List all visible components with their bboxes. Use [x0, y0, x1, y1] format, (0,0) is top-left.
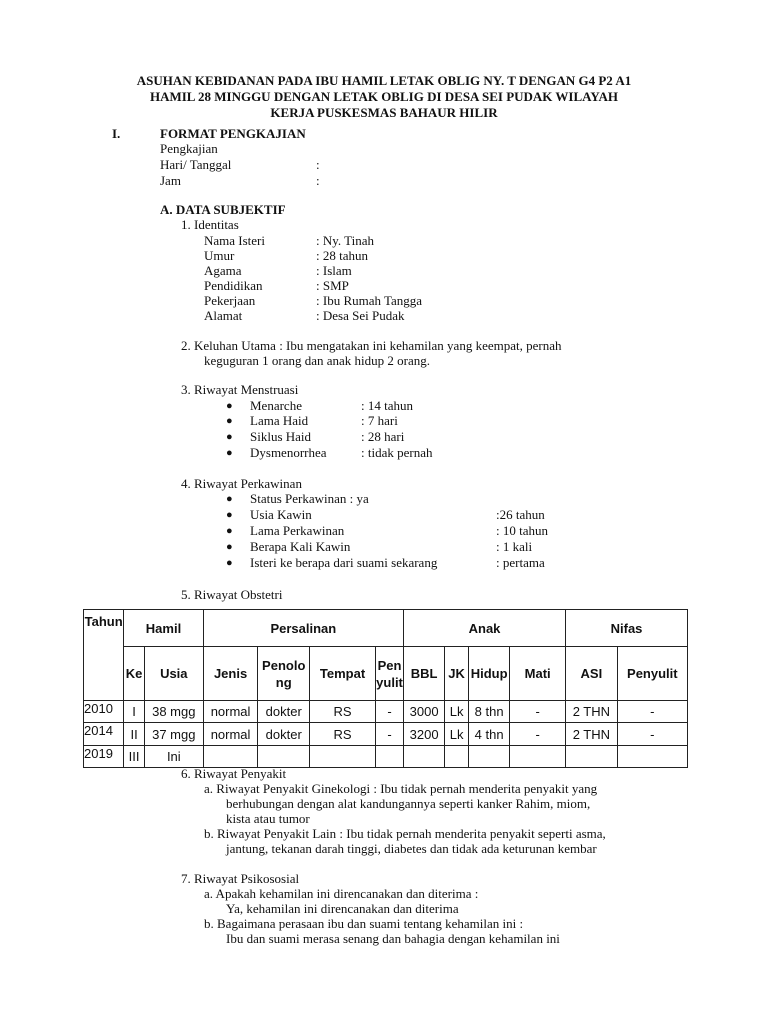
menstruasi-value: : tidak pernah	[361, 445, 433, 460]
subheader-jenis: Jenis	[203, 647, 258, 701]
subheader-usia: Usia	[144, 647, 203, 701]
identitas-heading: 1. Identitas	[181, 217, 239, 232]
perkawinan-value: : pertama	[496, 555, 545, 570]
subheader-jk: JK	[445, 647, 469, 701]
cell-penolong	[258, 746, 310, 768]
menstruasi-value: : 7 hari	[361, 413, 398, 428]
subheader-asi: ASI	[566, 647, 618, 701]
identitas-value: : SMP	[316, 278, 349, 293]
cell-usia: 38 mgg	[144, 701, 203, 723]
menstruasi-label: Dysmenorrhea	[250, 445, 327, 460]
psikososial-b-question: b. Bagaimana perasaan ibu dan suami tentang kehamilan ini :	[204, 916, 524, 931]
cell-hidup: 8 thn	[468, 701, 509, 723]
bullet-icon: ●	[226, 431, 233, 443]
cell-tempat: RS	[310, 723, 376, 746]
identitas-label: Nama Isteri	[204, 233, 266, 248]
table-row	[84, 746, 688, 768]
subheader-hidup: Hidup	[468, 647, 509, 701]
bullet-icon: ●	[226, 557, 233, 569]
keluhan-utama-line-1: 2. Keluhan Utama : Ibu mengatakan ini kehamilan yang keempat, pernah	[181, 338, 562, 353]
jam-value: :	[316, 173, 320, 188]
riwayat-obstetri-table	[83, 609, 688, 768]
perkawinan-value: : 10 tahun	[496, 523, 548, 538]
cell-penolong: dokter	[258, 723, 310, 746]
bullet-icon: ●	[226, 493, 233, 505]
cell-usia: 37 mgg	[144, 723, 203, 746]
subheader-penolong: Penolong	[258, 647, 310, 701]
hari-tanggal-value: :	[316, 157, 320, 172]
document-title-line-3: KERJA PUSKESMAS BAHAUR HILIR	[270, 105, 498, 120]
identitas-label: Pendidikan	[204, 278, 263, 293]
identitas-value: : Ibu Rumah Tangga	[316, 293, 423, 308]
penyakit-ginekologi-line-1: a. Riwayat Penyakit Ginekologi : Ibu tidak pernah menderita penyakit yang	[204, 781, 598, 796]
header-hamil: Hamil	[124, 610, 203, 647]
perkawinan-label: Status Perkawinan : ya	[250, 491, 369, 506]
jam-label: Jam	[160, 173, 181, 188]
penyakit-lain-line-1: b. Riwayat Penyakit Lain : Ibu tidak pernah menderita penyakit seperti asma,	[204, 826, 606, 841]
perkawinan-label: Lama Perkawinan	[250, 523, 345, 538]
cell-bbl: 3000	[403, 701, 444, 723]
subheader-mati: Mati	[510, 647, 566, 701]
hari-tanggal-label: Hari/ Tanggal	[160, 157, 232, 172]
cell-jenis: normal	[203, 723, 258, 746]
document-title-line-2: HAMIL 28 MINGGU DENGAN LETAK OBLIG DI DESA SEI PUDAK WILAYAH	[149, 89, 619, 104]
cell-penyulit-nifas: -	[617, 701, 687, 723]
cell-tahun: 2014	[84, 723, 124, 746]
section-number: I.	[112, 126, 121, 141]
psikososial-b-answer: Ibu dan suami merasa senang dan bahagia dengan kehamilan ini	[226, 931, 560, 946]
subheader-penyulit-persalinan: Penyulit	[376, 647, 404, 701]
cell-jenis: normal	[203, 701, 258, 723]
perkawinan-value: : 1 kali	[496, 539, 533, 554]
cell-tempat: RS	[310, 701, 376, 723]
cell-asi	[566, 746, 618, 768]
data-subjektif-heading: A. DATA SUBJEKTIF	[160, 202, 286, 217]
cell-penyulit	[376, 746, 404, 768]
identitas-label: Agama	[204, 263, 242, 278]
penyakit-heading: 6. Riwayat Penyakit	[181, 766, 287, 781]
cell-jk: Lk	[445, 723, 469, 746]
psikososial-heading: 7. Riwayat Psikososial	[181, 871, 300, 886]
pengkajian-label: Pengkajian	[160, 141, 218, 156]
cell-tahun: 2019	[84, 746, 124, 768]
cell-penyulit-nifas	[617, 746, 687, 768]
subheader-bbl: BBL	[403, 647, 444, 701]
cell-penyulit: -	[376, 701, 404, 723]
menstruasi-label: Menarche	[250, 398, 302, 413]
bullet-icon: ●	[226, 447, 233, 459]
cell-usia: Ini	[144, 746, 203, 768]
document-title-line-1: ASUHAN KEBIDANAN PADA IBU HAMIL LETAK OBLIG NY. T DENGAN G4 P2 A1	[136, 73, 632, 88]
bullet-icon: ●	[226, 400, 233, 412]
perkawinan-heading: 4. Riwayat Perkawinan	[181, 476, 302, 491]
identitas-label: Alamat	[204, 308, 243, 323]
cell-jk	[445, 746, 469, 768]
table-row	[84, 723, 688, 746]
header-nifas: Nifas	[566, 610, 688, 647]
perkawinan-label: Usia Kawin	[250, 507, 312, 522]
perkawinan-label: Berapa Kali Kawin	[250, 539, 351, 554]
cell-bbl: 3200	[403, 723, 444, 746]
penyakit-ginekologi-line-2: berhubungan dengan alat kandungannya seperti kanker Rahim, miom,	[226, 796, 591, 811]
menstruasi-value: : 28 hari	[361, 429, 405, 444]
table-row	[84, 701, 688, 723]
cell-bbl	[403, 746, 444, 768]
subheader-penyulit-nifas: Penyulit	[617, 647, 687, 701]
obstetri-heading: 5. Riwayat Obstetri	[181, 587, 283, 602]
header-anak: Anak	[403, 610, 565, 647]
cell-jk: Lk	[445, 701, 469, 723]
identitas-value: : Ny. Tinah	[316, 233, 375, 248]
identitas-label: Pekerjaan	[204, 293, 256, 308]
cell-mati: -	[510, 701, 566, 723]
header-tahun: Tahun	[84, 610, 124, 701]
identitas-value: : Islam	[316, 263, 352, 278]
identitas-value: : Desa Sei Pudak	[316, 308, 405, 323]
menstruasi-heading: 3. Riwayat Menstruasi	[181, 382, 299, 397]
cell-hidup	[468, 746, 509, 768]
cell-asi: 2 THN	[566, 701, 618, 723]
psikososial-a-answer: Ya, kehamilan ini direncanakan dan diterima	[226, 901, 459, 916]
section-heading: FORMAT PENGKAJIAN	[160, 126, 306, 141]
menstruasi-label: Lama Haid	[250, 413, 309, 428]
cell-penyulit-nifas: -	[617, 723, 687, 746]
menstruasi-label: Siklus Haid	[250, 429, 312, 444]
cell-tahun: 2010	[84, 701, 124, 723]
cell-penolong: dokter	[258, 701, 310, 723]
cell-ke: I	[124, 701, 145, 723]
bullet-icon: ●	[226, 541, 233, 553]
subheader-ke: Ke	[124, 647, 145, 701]
identitas-value: : 28 tahun	[316, 248, 368, 263]
header-persalinan: Persalinan	[203, 610, 403, 647]
cell-jenis	[203, 746, 258, 768]
menstruasi-value: : 14 tahun	[361, 398, 413, 413]
cell-mati	[510, 746, 566, 768]
cell-asi: 2 THN	[566, 723, 618, 746]
psikososial-a-question: a. Apakah kehamilan ini direncanakan dan diterima :	[204, 886, 479, 901]
penyakit-ginekologi-line-3: kista atau tumor	[226, 811, 310, 826]
subheader-tempat: Tempat	[310, 647, 376, 701]
penyakit-lain-line-2: jantung, tekanan darah tinggi, diabetes dan tidak ada keturunan kembar	[226, 841, 597, 856]
keluhan-utama-line-2: keguguran 1 orang dan anak hidup 2 orang.	[204, 353, 430, 368]
bullet-icon: ●	[226, 525, 233, 537]
identitas-label: Umur	[204, 248, 235, 263]
bullet-icon: ●	[226, 415, 233, 427]
cell-tempat	[310, 746, 376, 768]
cell-penyulit: -	[376, 723, 404, 746]
bullet-icon: ●	[226, 509, 233, 521]
perkawinan-value: :26 tahun	[496, 507, 545, 522]
perkawinan-label: Isteri ke berapa dari suami sekarang	[250, 555, 438, 570]
cell-mati: -	[510, 723, 566, 746]
cell-ke: III	[124, 746, 145, 768]
cell-ke: II	[124, 723, 145, 746]
cell-hidup: 4 thn	[468, 723, 509, 746]
